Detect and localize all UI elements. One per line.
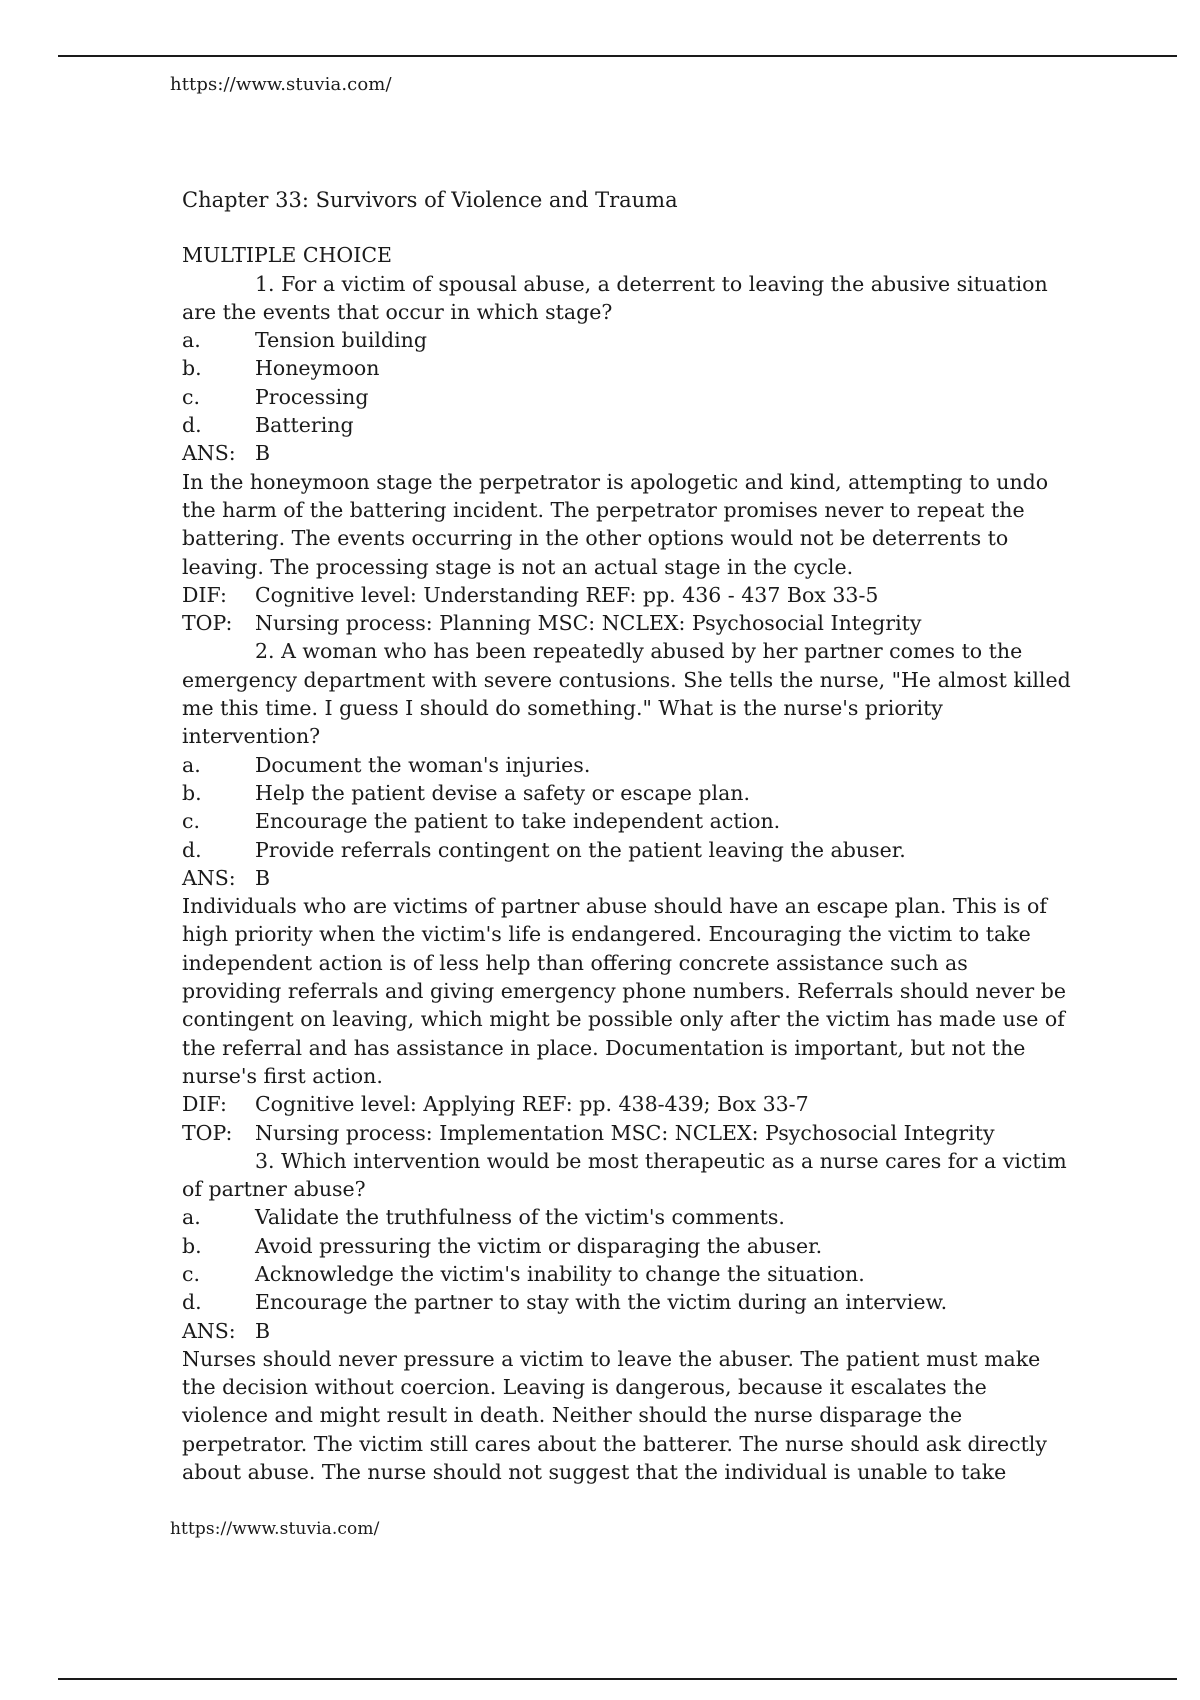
question-2 xyxy=(182,637,1071,1146)
option-text: Help the patient devise a safety or escape plan. xyxy=(255,780,751,805)
answer-option-a xyxy=(182,1203,1062,1231)
option-label: c. xyxy=(182,809,200,834)
rationale-line: battering. The events occurring in the other options would not be deterrents to xyxy=(182,526,1009,551)
option-label: c. xyxy=(182,384,200,409)
top-text: Nursing process: Planning MSC: NCLEX: Psychosocial Integrity xyxy=(255,611,922,636)
answer-value: B xyxy=(255,441,271,466)
answer-key xyxy=(182,1317,1062,1345)
answer-key xyxy=(182,439,1062,467)
option-label: d. xyxy=(182,413,202,438)
question-stem-line: 1. For a victim of spousal abuse, a deterrent to leaving the abusive situation xyxy=(255,271,1048,296)
option-text: Honeymoon xyxy=(255,356,380,381)
option-text: Avoid pressuring the victim or disparaging the abuser. xyxy=(255,1233,823,1258)
answer-option-b xyxy=(182,1232,1062,1260)
topic-msc xyxy=(182,1119,1062,1147)
option-label: c. xyxy=(182,1261,200,1286)
option-text: Encourage the partner to stay with the victim during an interview. xyxy=(255,1290,948,1315)
option-label: d. xyxy=(182,1290,202,1315)
rationale-line: leaving. The processing stage is not an actual stage in the cycle. xyxy=(182,554,854,579)
dif-label: DIF: xyxy=(182,1092,227,1117)
option-label: b. xyxy=(182,780,202,805)
footer-url: https://www.stuvia.com/ xyxy=(170,1519,380,1539)
answer-option-a xyxy=(182,751,1062,779)
answer-label: ANS: xyxy=(182,865,236,890)
question-stem-line: 2. A woman who has been repeatedly abused by her partner comes to the xyxy=(255,639,1023,664)
rationale-line: independent action is of less help than offering concrete assistance such as xyxy=(182,950,968,975)
footer-rule xyxy=(58,1678,1177,1680)
top-label: TOP: xyxy=(182,611,233,636)
dif-text: Cognitive level: Understanding REF: pp. 436 - 437 Box 33-5 xyxy=(255,582,879,607)
question-stem-line: intervention? xyxy=(182,724,321,749)
top-label: TOP: xyxy=(182,1120,233,1145)
option-text: Battering xyxy=(255,413,354,438)
dif-text: Cognitive level: Applying REF: pp. 438-439; Box 33-7 xyxy=(255,1092,809,1117)
answer-option-d xyxy=(182,836,1062,864)
difficulty-ref xyxy=(182,581,1062,609)
rationale-line: the decision without coercion. Leaving is dangerous, because it escalates the xyxy=(182,1375,987,1400)
rationale-line: Nurses should never pressure a victim to leave the abuser. The patient must make xyxy=(182,1346,1041,1371)
option-text: Tension building xyxy=(255,328,427,353)
option-label: a. xyxy=(182,328,201,353)
answer-option-c xyxy=(182,807,1062,835)
rationale-line: In the honeymoon stage the perpetrator is apologetic and kind, attempting to undo xyxy=(182,469,1049,494)
answer-label: ANS: xyxy=(182,441,236,466)
rationale-line: high priority when the victim's life is endangered. Encouraging the victim to take xyxy=(182,922,1031,947)
rationale-line: nurse's first action. xyxy=(182,1063,383,1088)
rationale-line: the harm of the battering incident. The perpetrator promises never to repeat the xyxy=(182,497,1025,522)
question-stem-line: emergency department with severe contusions. She tells the nurse, "He almost killed xyxy=(182,667,1071,692)
difficulty-ref xyxy=(182,1090,1062,1118)
answer-label: ANS: xyxy=(182,1318,236,1343)
option-label: d. xyxy=(182,837,202,862)
rationale-line: perpetrator. The victim still cares about the batterer. The nurse should ask directly xyxy=(182,1431,1047,1456)
rationale-line: providing referrals and giving emergency phone numbers. Referrals should never be xyxy=(182,979,1067,1004)
question-stem-line: are the events that occur in which stage? xyxy=(182,299,613,324)
option-text: Processing xyxy=(255,384,369,409)
rationale-line: violence and might result in death. Neither should the nurse disparage the xyxy=(182,1403,963,1428)
answer-key xyxy=(182,864,1062,892)
option-text: Document the woman's injuries. xyxy=(255,752,591,777)
question-stem-line: 3. Which intervention would be most therapeutic as a nurse cares for a victim xyxy=(255,1148,1067,1173)
answer-option-a xyxy=(182,326,1062,354)
document-body xyxy=(182,186,1071,1486)
rationale-line: Individuals who are victims of partner abuse should have an escape plan. This is of xyxy=(182,894,1047,919)
topic-msc xyxy=(182,609,1062,637)
option-text: Encourage the patient to take independent action. xyxy=(255,809,781,834)
option-text: Validate the truthfulness of the victim's comments. xyxy=(255,1205,785,1230)
answer-option-d xyxy=(182,411,1062,439)
answer-value: B xyxy=(255,1318,271,1343)
top-text: Nursing process: Implementation MSC: NCLEX: Psychosocial Integrity xyxy=(255,1120,995,1145)
option-label: a. xyxy=(182,1205,201,1230)
option-label: a. xyxy=(182,752,201,777)
option-label: b. xyxy=(182,1233,202,1258)
question-stem-line: me this time. I guess I should do something." What is the nurse's priority xyxy=(182,696,943,721)
header-rule xyxy=(58,55,1177,57)
answer-option-b xyxy=(182,779,1062,807)
rationale-line: about abuse. The nurse should not suggest that the individual is unable to take xyxy=(182,1460,1007,1485)
question-3 xyxy=(182,1147,1067,1487)
section-heading: MULTIPLE CHOICE xyxy=(182,243,392,268)
question-1 xyxy=(182,270,1062,638)
header-url: https://www.stuvia.com/ xyxy=(170,74,392,95)
option-text: Provide referrals contingent on the patient leaving the abuser. xyxy=(255,837,906,862)
answer-option-c xyxy=(182,1260,1062,1288)
answer-value: B xyxy=(255,865,271,890)
rationale-line: the referral and has assistance in place. Documentation is important, but not the xyxy=(182,1035,1026,1060)
answer-option-b xyxy=(182,354,1062,382)
answer-option-d xyxy=(182,1288,1062,1316)
dif-label: DIF: xyxy=(182,582,227,607)
option-text: Acknowledge the victim's inability to change the situation. xyxy=(255,1261,865,1286)
answer-option-c xyxy=(182,383,1062,411)
chapter-title: Chapter 33: Survivors of Violence and Trauma xyxy=(182,188,678,212)
option-label: b. xyxy=(182,356,202,381)
rationale-line: contingent on leaving, which might be possible only after the victim has made use of xyxy=(182,1007,1065,1032)
spacer xyxy=(182,214,1062,241)
question-stem-line: of partner abuse? xyxy=(182,1177,366,1202)
